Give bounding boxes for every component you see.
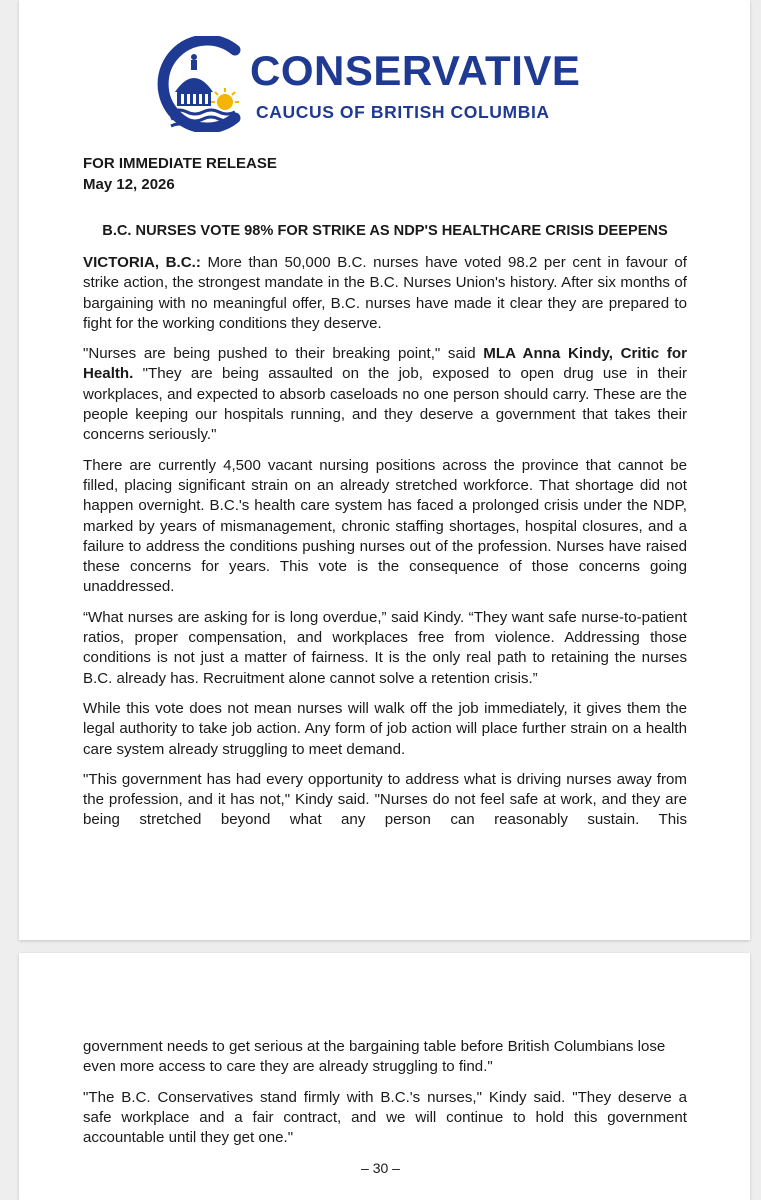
document-page-1 (19, 0, 750, 940)
conservative-caucus-logo (147, 36, 617, 132)
logo-brand-text: CONSERVATIVE (250, 47, 581, 94)
paragraph-2: "Nurses are being pushed to their breaking point," said MLA Anna Kindy, Critic for Health. "They are being assaulted on the job, exposed to open drug use in their workplaces, and expected to absorb caseloads no one person should carry. These are the people keeping our hospitals running, and they deserve a government that takes their concerns seriously." (83, 345, 687, 444)
body-text-page-2 (83, 1037, 687, 1158)
paragraph-3: There are currently 4,500 vacant nursing positions across the province that cannot be filled, placing significant strain on an already stretched workforce. That shortage did not happen overnight. B.C.'s health care system has faced a prolonged crisis under the NDP, marked by years of mismanagement, chronic staffing shortages, hospital closures, and a failure to address the conditions pushing nurses out of the profession. Nurses have raised these concerns for years. This vote is the consequence of those concerns going unaddressed. (83, 456, 687, 596)
paragraph-6-part-2: government needs to get serious at the bargaining table before British Columbians lose even more access to care they are already struggling to find." (83, 1038, 666, 1076)
legislature-dome-icon (147, 36, 247, 132)
speaker-name: MLA Anna Kindy, Critic for Health. (83, 345, 687, 383)
release-block (83, 153, 277, 195)
dateline: VICTORIA, B.C.: (83, 254, 201, 271)
body-text-page-1 (83, 253, 687, 841)
end-marker: – 30 – (361, 1160, 400, 1176)
release-label: FOR IMMEDIATE RELEASE (83, 155, 277, 172)
release-date: May 12, 2026 (83, 176, 175, 193)
paragraph-6-part-1: "This government has had every opportunity to address what is driving nurses away from the profession, and it has not," Kindy said. "Nurses do not feel safe at work, and they are being stretched beyond what any person can reasonably sustain. This (83, 770, 687, 829)
paragraph-5: While this vote does not mean nurses will walk off the job immediately, it gives them the legal authority to take job action. Any form of job action will place further strain on a health care system already struggling to meet demand. (83, 699, 687, 758)
paragraph-7: "The B.C. Conservatives stand firmly with B.C.'s nurses," Kindy said. "They deserve a safe workplace and a fair contract, and we will continue to hold this government accountable until they get one." (83, 1088, 687, 1147)
headline: B.C. NURSES VOTE 98% FOR STRIKE AS NDP'S HEALTHCARE CRISIS DEEPENS (102, 223, 668, 239)
paragraph-1: VICTORIA, B.C.: More than 50,000 B.C. nurses have voted 98.2 per cent in favour of strike action, the strongest mandate in the B.C. Nurses Union's history. After six months of bargaining with no meaningful offer, B.C. nurses have made it clear they are prepared to fight for the working conditions they deserve. (83, 254, 687, 332)
logo-subtitle-text: CAUCUS OF BRITISH COLUMBIA (256, 102, 550, 122)
paragraph-4: “What nurses are asking for is long overdue,” said Kindy. “They want safe nurse-to-patient ratios, proper compensation, and workplaces free from violence. Addressing those conditions is not just a matter of fairness. It is the only real path to retaining the nurses B.C. already has. Recruitment alone cannot solve a retention crisis.” (83, 608, 687, 687)
